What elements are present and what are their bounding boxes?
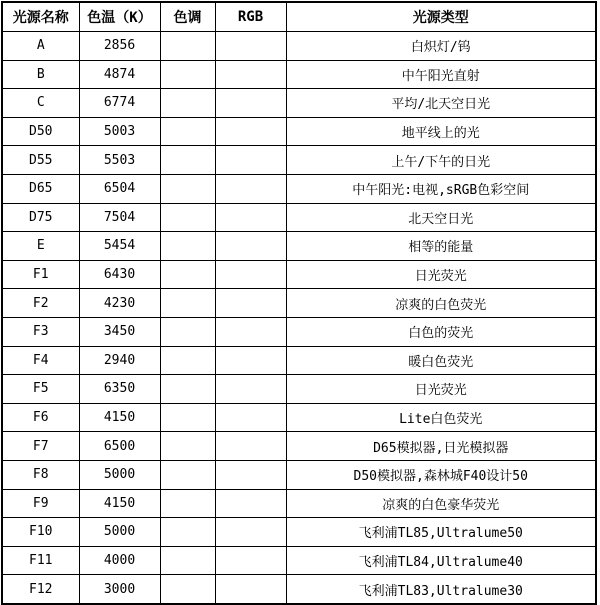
cell-source-type: 白色的荧光 — [286, 317, 596, 346]
cell-color-temp: 6774 — [79, 89, 160, 118]
cell-rgb — [215, 575, 286, 604]
cell-source-type: 飞利浦TL84,Ultralume40 — [286, 546, 596, 575]
cell-source-name: D75 — [2, 203, 79, 232]
table-row — [2, 260, 596, 289]
table-row — [2, 203, 596, 232]
cell-hue — [160, 32, 215, 61]
table-row — [2, 289, 596, 318]
cell-source-name: C — [2, 89, 79, 118]
cell-rgb — [215, 317, 286, 346]
cell-color-temp: 4230 — [79, 289, 160, 318]
cell-source-type: Lite白色荧光 — [286, 403, 596, 432]
cell-hue — [160, 146, 215, 175]
col-header-rgb: RGB — [215, 2, 286, 32]
table-row — [2, 32, 596, 61]
cell-rgb — [215, 117, 286, 146]
cell-hue — [160, 346, 215, 375]
cell-rgb — [215, 432, 286, 461]
cell-hue — [160, 317, 215, 346]
cell-hue — [160, 203, 215, 232]
table-row — [2, 146, 596, 175]
cell-source-type: D50模拟器,森林城F40设计50 — [286, 460, 596, 489]
cell-hue — [160, 575, 215, 604]
cell-rgb — [215, 32, 286, 61]
table-row — [2, 546, 596, 575]
col-header-source-type: 光源类型 — [286, 2, 596, 32]
cell-color-temp: 6350 — [79, 375, 160, 404]
cell-source-type: 凉爽的白色豪华荧光 — [286, 489, 596, 518]
cell-color-temp: 2940 — [79, 346, 160, 375]
cell-source-name: F4 — [2, 346, 79, 375]
cell-color-temp: 6430 — [79, 260, 160, 289]
cell-source-name: B — [2, 60, 79, 89]
cell-color-temp: 5003 — [79, 117, 160, 146]
cell-rgb — [215, 232, 286, 261]
table-row — [2, 432, 596, 461]
table-row — [2, 89, 596, 118]
table-row — [2, 232, 596, 261]
cell-source-name: D55 — [2, 146, 79, 175]
table-row — [2, 346, 596, 375]
cell-color-temp: 4874 — [79, 60, 160, 89]
table-body — [2, 32, 596, 604]
cell-source-name: F7 — [2, 432, 79, 461]
cell-source-name: F1 — [2, 260, 79, 289]
cell-hue — [160, 546, 215, 575]
col-header-color-temp: 色温（K） — [79, 2, 160, 32]
cell-source-name: F8 — [2, 460, 79, 489]
cell-hue — [160, 289, 215, 318]
cell-rgb — [215, 174, 286, 203]
cell-source-type: 上午/下午的日光 — [286, 146, 596, 175]
cell-source-name: D65 — [2, 174, 79, 203]
cell-source-type: 日光荧光 — [286, 375, 596, 404]
cell-source-type: 中午阳光:电视,sRGB色彩空间 — [286, 174, 596, 203]
cell-rgb — [215, 260, 286, 289]
cell-source-name: F3 — [2, 317, 79, 346]
cell-source-name: F2 — [2, 289, 79, 318]
cell-source-name: D50 — [2, 117, 79, 146]
cell-source-type: 白炽灯/钨 — [286, 32, 596, 61]
header-row — [2, 2, 596, 32]
cell-color-temp: 2856 — [79, 32, 160, 61]
cell-color-temp: 3000 — [79, 575, 160, 604]
cell-rgb — [215, 346, 286, 375]
cell-hue — [160, 403, 215, 432]
cell-source-type: 飞利浦TL85,Ultralume50 — [286, 518, 596, 547]
cell-color-temp: 4150 — [79, 403, 160, 432]
cell-source-name: F6 — [2, 403, 79, 432]
cell-color-temp: 6500 — [79, 432, 160, 461]
table-row — [2, 375, 596, 404]
cell-source-name: A — [2, 32, 79, 61]
cell-hue — [160, 174, 215, 203]
cell-rgb — [215, 203, 286, 232]
table-header — [2, 2, 596, 32]
illuminant-table-container — [0, 1, 600, 599]
cell-rgb — [215, 403, 286, 432]
cell-rgb — [215, 460, 286, 489]
cell-rgb — [215, 89, 286, 118]
cell-source-name: F12 — [2, 575, 79, 604]
cell-rgb — [215, 546, 286, 575]
cell-rgb — [215, 489, 286, 518]
cell-rgb — [215, 518, 286, 547]
cell-rgb — [215, 146, 286, 175]
cell-color-temp: 3450 — [79, 317, 160, 346]
table-row — [2, 460, 596, 489]
cell-source-name: F10 — [2, 518, 79, 547]
cell-color-temp: 5454 — [79, 232, 160, 261]
cell-source-name: E — [2, 232, 79, 261]
cell-hue — [160, 518, 215, 547]
cell-hue — [160, 89, 215, 118]
cell-source-type: 相等的能量 — [286, 232, 596, 261]
cell-color-temp: 4000 — [79, 546, 160, 575]
cell-hue — [160, 117, 215, 146]
cell-color-temp: 5000 — [79, 518, 160, 547]
cell-hue — [160, 60, 215, 89]
col-header-hue: 色调 — [160, 2, 215, 32]
cell-hue — [160, 375, 215, 404]
cell-source-type: 暖白色荧光 — [286, 346, 596, 375]
cell-color-temp: 7504 — [79, 203, 160, 232]
cell-color-temp: 4150 — [79, 489, 160, 518]
cell-source-type: 日光荧光 — [286, 260, 596, 289]
cell-hue — [160, 460, 215, 489]
table-row — [2, 403, 596, 432]
table-row — [2, 489, 596, 518]
illuminant-table — [1, 1, 597, 605]
cell-source-name: F9 — [2, 489, 79, 518]
col-header-source-name: 光源名称 — [2, 2, 79, 32]
cell-source-type: 平均/北天空日光 — [286, 89, 596, 118]
cell-source-type: D65模拟器,日光模拟器 — [286, 432, 596, 461]
cell-rgb — [215, 60, 286, 89]
table-row — [2, 174, 596, 203]
cell-source-name: F11 — [2, 546, 79, 575]
cell-rgb — [215, 289, 286, 318]
cell-hue — [160, 232, 215, 261]
cell-rgb — [215, 375, 286, 404]
cell-source-type: 凉爽的白色荧光 — [286, 289, 596, 318]
table-row — [2, 317, 596, 346]
cell-color-temp: 6504 — [79, 174, 160, 203]
cell-hue — [160, 260, 215, 289]
cell-source-type: 北天空日光 — [286, 203, 596, 232]
table-row — [2, 518, 596, 547]
cell-hue — [160, 432, 215, 461]
table-row — [2, 117, 596, 146]
cell-color-temp: 5000 — [79, 460, 160, 489]
cell-color-temp: 5503 — [79, 146, 160, 175]
table-row — [2, 60, 596, 89]
cell-source-type: 飞利浦TL83,Ultralume30 — [286, 575, 596, 604]
cell-source-type: 地平线上的光 — [286, 117, 596, 146]
cell-hue — [160, 489, 215, 518]
table-row — [2, 575, 596, 604]
cell-source-name: F5 — [2, 375, 79, 404]
cell-source-type: 中午阳光直射 — [286, 60, 596, 89]
